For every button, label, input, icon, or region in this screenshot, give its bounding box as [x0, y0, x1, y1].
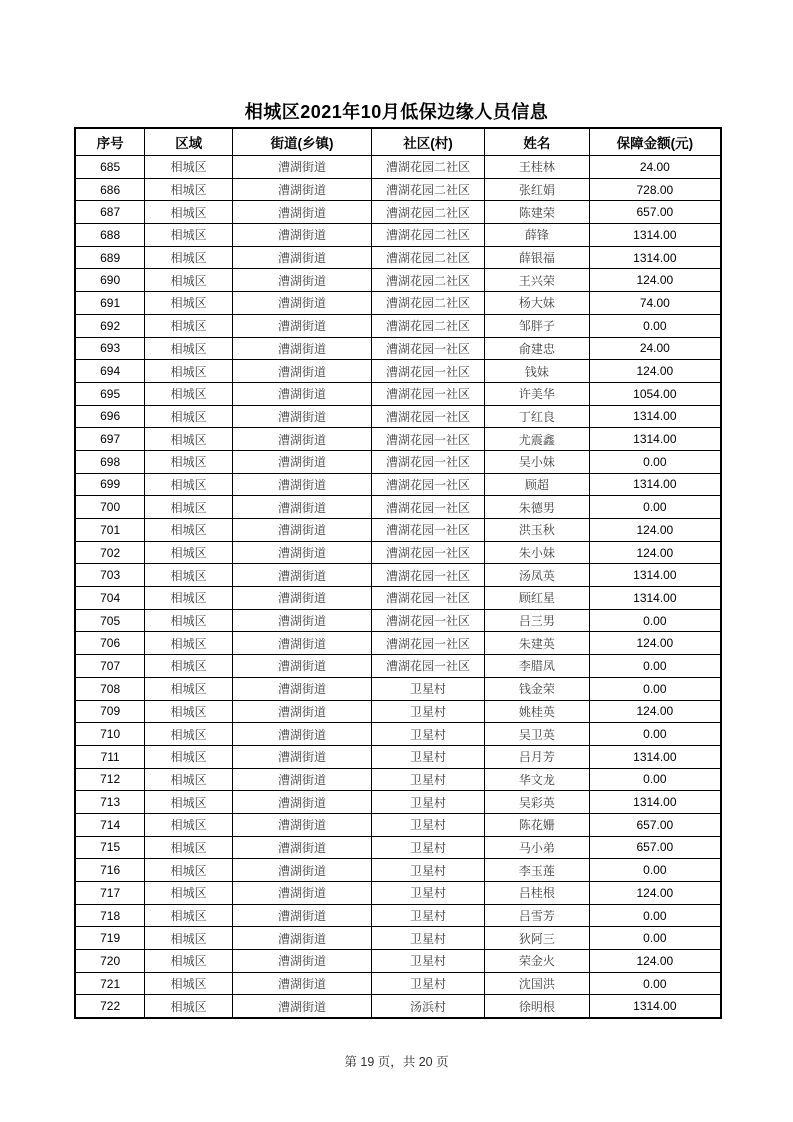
table-cell: 24.00 [589, 337, 721, 360]
table-cell: 相城区 [145, 882, 233, 905]
table-cell: 695 [75, 382, 145, 405]
table-cell: 1314.00 [589, 246, 721, 269]
table-row [75, 564, 721, 587]
table-cell: 漕湖花园一社区 [371, 496, 484, 519]
table-row [75, 224, 721, 247]
table-cell: 124.00 [589, 519, 721, 542]
table-cell: 卫星村 [371, 927, 484, 950]
table-cell: 尤震鑫 [485, 428, 590, 451]
table-cell: 汤浜村 [371, 995, 484, 1018]
table-cell: 相城区 [145, 382, 233, 405]
table-cell: 693 [75, 337, 145, 360]
table-cell: 漕湖街道 [233, 859, 372, 882]
table-cell: 漕湖街道 [233, 428, 372, 451]
table-cell: 漕湖街道 [233, 950, 372, 973]
table-cell: 漕湖花园一社区 [371, 519, 484, 542]
table-cell: 马小弟 [485, 836, 590, 859]
table-row [75, 859, 721, 882]
table-cell: 相城区 [145, 859, 233, 882]
table-cell: 漕湖花园一社区 [371, 541, 484, 564]
table-cell: 吕月芳 [485, 745, 590, 768]
table-cell: 相城区 [145, 224, 233, 247]
page-title: 相城区2021年10月低保边缘人员信息 [244, 102, 549, 122]
table-row [75, 201, 721, 224]
table-cell: 漕湖街道 [233, 995, 372, 1018]
table-cell: 卫星村 [371, 972, 484, 995]
table-cell: 漕湖街道 [233, 314, 372, 337]
table-cell: 荣金火 [485, 950, 590, 973]
table-cell: 漕湖街道 [233, 587, 372, 610]
table-cell: 漕湖街道 [233, 269, 372, 292]
table-cell: 711 [75, 745, 145, 768]
table-cell: 漕湖街道 [233, 700, 372, 723]
table-row [75, 314, 721, 337]
table-row [75, 882, 721, 905]
table-row [75, 428, 721, 451]
table-cell: 漕湖街道 [233, 836, 372, 859]
table-row [75, 292, 721, 315]
table-cell: 1314.00 [589, 224, 721, 247]
table-cell: 124.00 [589, 882, 721, 905]
table-cell: 703 [75, 564, 145, 587]
table-cell: 相城区 [145, 519, 233, 542]
table-cell: 卫星村 [371, 950, 484, 973]
table-cell: 相城区 [145, 904, 233, 927]
table-cell: 陈建荣 [485, 201, 590, 224]
table-row [75, 791, 721, 814]
table-cell: 姚桂英 [485, 700, 590, 723]
table-cell: 漕湖花园二社区 [371, 201, 484, 224]
column-header: 姓名 [485, 128, 590, 156]
table-cell: 漕湖街道 [233, 405, 372, 428]
table-cell: 700 [75, 496, 145, 519]
table-cell: 713 [75, 791, 145, 814]
table-row [75, 768, 721, 791]
table-cell: 0.00 [589, 677, 721, 700]
table-cell: 漕湖街道 [233, 972, 372, 995]
table-cell: 漕湖街道 [233, 882, 372, 905]
table-cell: 715 [75, 836, 145, 859]
table-cell: 吕雪芳 [485, 904, 590, 927]
table-cell: 124.00 [589, 541, 721, 564]
table-cell: 漕湖花园一社区 [371, 428, 484, 451]
table-cell: 漕湖街道 [233, 224, 372, 247]
table-cell: 706 [75, 632, 145, 655]
table-cell: 相城区 [145, 995, 233, 1018]
column-header: 社区(村) [371, 128, 484, 156]
table-cell: 1314.00 [589, 791, 721, 814]
table-cell: 696 [75, 405, 145, 428]
table-cell: 相城区 [145, 201, 233, 224]
table-cell: 卫星村 [371, 745, 484, 768]
table-cell: 俞建忠 [485, 337, 590, 360]
table-cell: 相城区 [145, 428, 233, 451]
table-row [75, 723, 721, 746]
table-cell: 漕湖街道 [233, 246, 372, 269]
table-row [75, 995, 721, 1018]
table-cell: 相城区 [145, 156, 233, 179]
table-row [75, 587, 721, 610]
table-row [75, 473, 721, 496]
table-cell: 相城区 [145, 768, 233, 791]
table-cell: 卫星村 [371, 882, 484, 905]
table-cell: 710 [75, 723, 145, 746]
table-cell: 许美华 [485, 382, 590, 405]
table-cell: 漕湖街道 [233, 156, 372, 179]
table-cell: 689 [75, 246, 145, 269]
table-cell: 相城区 [145, 609, 233, 632]
column-header: 序号 [75, 128, 145, 156]
table-cell: 卫星村 [371, 813, 484, 836]
table-cell: 卫星村 [371, 677, 484, 700]
table-cell: 漕湖街道 [233, 813, 372, 836]
table-row [75, 745, 721, 768]
table-row [75, 382, 721, 405]
table-cell: 漕湖街道 [233, 382, 372, 405]
table-cell: 1314.00 [589, 428, 721, 451]
table-cell: 相城区 [145, 700, 233, 723]
table-cell: 相城区 [145, 972, 233, 995]
table-cell: 卫星村 [371, 859, 484, 882]
table-cell: 华文龙 [485, 768, 590, 791]
table-cell: 1314.00 [589, 405, 721, 428]
table-cell: 728.00 [589, 178, 721, 201]
table-cell: 顾超 [485, 473, 590, 496]
table-cell: 漕湖街道 [233, 541, 372, 564]
table-cell: 690 [75, 269, 145, 292]
table-cell: 657.00 [589, 836, 721, 859]
table-cell: 王桂林 [485, 156, 590, 179]
table-cell: 相城区 [145, 496, 233, 519]
table-cell: 1314.00 [589, 564, 721, 587]
column-header: 区域 [145, 128, 233, 156]
table-cell: 朱德男 [485, 496, 590, 519]
table-cell: 洪玉秋 [485, 519, 590, 542]
table-header-row [75, 128, 721, 156]
table-cell: 薛锋 [485, 224, 590, 247]
table-row [75, 609, 721, 632]
table-row [75, 156, 721, 179]
table-cell: 钱金荣 [485, 677, 590, 700]
table-cell: 相城区 [145, 655, 233, 678]
table-cell: 相城区 [145, 246, 233, 269]
table-cell: 1314.00 [589, 587, 721, 610]
records-table [74, 127, 722, 1019]
table-cell: 漕湖花园一社区 [371, 655, 484, 678]
table-cell: 漕湖花园二社区 [371, 269, 484, 292]
table-cell: 徐明根 [485, 995, 590, 1018]
table-cell: 0.00 [589, 655, 721, 678]
table-cell: 丁红良 [485, 405, 590, 428]
table-cell: 相城区 [145, 541, 233, 564]
table-cell: 漕湖花园二社区 [371, 224, 484, 247]
table-cell: 686 [75, 178, 145, 201]
table-cell: 相城区 [145, 745, 233, 768]
table-row [75, 405, 721, 428]
table-cell: 相城区 [145, 927, 233, 950]
table-cell: 692 [75, 314, 145, 337]
table-cell: 701 [75, 519, 145, 542]
table-cell: 吴彩英 [485, 791, 590, 814]
table-row [75, 360, 721, 383]
table-cell: 707 [75, 655, 145, 678]
table-cell: 吴小妹 [485, 450, 590, 473]
table-cell: 0.00 [589, 927, 721, 950]
table-cell: 卫星村 [371, 768, 484, 791]
table-cell: 相城区 [145, 632, 233, 655]
table-cell: 王兴荣 [485, 269, 590, 292]
table-cell: 漕湖街道 [233, 473, 372, 496]
table-cell: 卫星村 [371, 904, 484, 927]
table-cell: 相城区 [145, 564, 233, 587]
table-cell: 钱妹 [485, 360, 590, 383]
table-cell: 714 [75, 813, 145, 836]
column-header: 保障金额(元) [589, 128, 721, 156]
table-cell: 699 [75, 473, 145, 496]
table-cell: 漕湖花园一社区 [371, 587, 484, 610]
table-cell: 0.00 [589, 314, 721, 337]
table-cell: 721 [75, 972, 145, 995]
table-cell: 717 [75, 882, 145, 905]
table-cell: 685 [75, 156, 145, 179]
table-cell: 漕湖花园二社区 [371, 156, 484, 179]
table-cell: 漕湖花园一社区 [371, 450, 484, 473]
table-cell: 相城区 [145, 950, 233, 973]
table-cell: 704 [75, 587, 145, 610]
table-cell: 718 [75, 904, 145, 927]
table-cell: 相城区 [145, 473, 233, 496]
table-cell: 0.00 [589, 496, 721, 519]
table-cell: 漕湖花园二社区 [371, 292, 484, 315]
table-row [75, 813, 721, 836]
table-cell: 漕湖街道 [233, 632, 372, 655]
table-cell: 卫星村 [371, 723, 484, 746]
table-cell: 漕湖花园二社区 [371, 246, 484, 269]
table-cell: 相城区 [145, 337, 233, 360]
table-cell: 705 [75, 609, 145, 632]
table-cell: 719 [75, 927, 145, 950]
table-cell: 吕桂根 [485, 882, 590, 905]
table-cell: 漕湖街道 [233, 904, 372, 927]
column-header: 街道(乡镇) [233, 128, 372, 156]
table-cell: 相城区 [145, 178, 233, 201]
table-cell: 相城区 [145, 813, 233, 836]
table-cell: 0.00 [589, 972, 721, 995]
table-row [75, 836, 721, 859]
table-cell: 702 [75, 541, 145, 564]
table-cell: 1054.00 [589, 382, 721, 405]
table-cell: 0.00 [589, 859, 721, 882]
table-cell: 1314.00 [589, 745, 721, 768]
table-cell: 相城区 [145, 791, 233, 814]
table-cell: 708 [75, 677, 145, 700]
table-cell: 卫星村 [371, 700, 484, 723]
table-cell: 漕湖花园一社区 [371, 609, 484, 632]
table-cell: 657.00 [589, 813, 721, 836]
table-cell: 0.00 [589, 609, 721, 632]
table-cell: 漕湖街道 [233, 337, 372, 360]
table-cell: 712 [75, 768, 145, 791]
table-row [75, 972, 721, 995]
table-row [75, 632, 721, 655]
table-cell: 张红娟 [485, 178, 590, 201]
table-cell: 漕湖街道 [233, 178, 372, 201]
table-row [75, 246, 721, 269]
table-cell: 720 [75, 950, 145, 973]
table-cell: 相城区 [145, 723, 233, 746]
table-cell: 漕湖花园一社区 [371, 564, 484, 587]
table-cell: 邹胖子 [485, 314, 590, 337]
table-cell: 相城区 [145, 836, 233, 859]
table-cell: 漕湖街道 [233, 201, 372, 224]
table-cell: 相城区 [145, 587, 233, 610]
table-cell: 124.00 [589, 269, 721, 292]
table-cell: 687 [75, 201, 145, 224]
records-table-container [74, 127, 722, 1019]
table-cell: 0.00 [589, 904, 721, 927]
table-cell: 朱小妹 [485, 541, 590, 564]
table-cell: 吴卫英 [485, 723, 590, 746]
table-cell: 朱建英 [485, 632, 590, 655]
table-cell: 卫星村 [371, 836, 484, 859]
table-row [75, 269, 721, 292]
table-cell: 狄阿三 [485, 927, 590, 950]
table-row [75, 178, 721, 201]
table-row [75, 496, 721, 519]
table-cell: 漕湖街道 [233, 496, 372, 519]
table-cell: 698 [75, 450, 145, 473]
table-cell: 1314.00 [589, 473, 721, 496]
table-row [75, 655, 721, 678]
table-row [75, 519, 721, 542]
table-cell: 1314.00 [589, 995, 721, 1018]
table-cell: 漕湖花园一社区 [371, 382, 484, 405]
table-cell: 漕湖街道 [233, 723, 372, 746]
table-cell: 74.00 [589, 292, 721, 315]
table-cell: 0.00 [589, 450, 721, 473]
table-cell: 0.00 [589, 768, 721, 791]
table-row [75, 927, 721, 950]
table-row [75, 677, 721, 700]
table-cell: 漕湖街道 [233, 292, 372, 315]
table-cell: 漕湖街道 [233, 791, 372, 814]
table-cell: 漕湖花园二社区 [371, 178, 484, 201]
table-cell: 相城区 [145, 677, 233, 700]
page-footer: 第 19 页，共 20 页 [344, 1055, 449, 1069]
table-cell: 漕湖花园一社区 [371, 360, 484, 383]
table-cell: 吕三男 [485, 609, 590, 632]
table-cell: 相城区 [145, 314, 233, 337]
table-cell: 漕湖花园二社区 [371, 314, 484, 337]
table-cell: 694 [75, 360, 145, 383]
table-cell: 漕湖街道 [233, 519, 372, 542]
table-cell: 漕湖花园一社区 [371, 632, 484, 655]
table-row [75, 904, 721, 927]
table-cell: 722 [75, 995, 145, 1018]
table-cell: 漕湖街道 [233, 360, 372, 383]
table-cell: 漕湖街道 [233, 745, 372, 768]
table-cell: 709 [75, 700, 145, 723]
table-cell: 24.00 [589, 156, 721, 179]
table-cell: 杨大妹 [485, 292, 590, 315]
table-cell: 漕湖街道 [233, 609, 372, 632]
table-cell: 相城区 [145, 405, 233, 428]
table-body [75, 156, 721, 1019]
table-cell: 漕湖花园一社区 [371, 473, 484, 496]
table-cell: 716 [75, 859, 145, 882]
table-cell: 691 [75, 292, 145, 315]
table-cell: 漕湖花园一社区 [371, 337, 484, 360]
table-cell: 124.00 [589, 700, 721, 723]
table-cell: 697 [75, 428, 145, 451]
table-cell: 相城区 [145, 292, 233, 315]
table-row [75, 337, 721, 360]
table-cell: 相城区 [145, 269, 233, 292]
table-cell: 汤凤英 [485, 564, 590, 587]
table-cell: 124.00 [589, 950, 721, 973]
table-cell: 657.00 [589, 201, 721, 224]
table-row [75, 700, 721, 723]
table-cell: 688 [75, 224, 145, 247]
table-cell: 卫星村 [371, 791, 484, 814]
table-cell: 漕湖街道 [233, 677, 372, 700]
table-row [75, 450, 721, 473]
table-cell: 漕湖街道 [233, 450, 372, 473]
table-cell: 124.00 [589, 632, 721, 655]
table-cell: 漕湖街道 [233, 927, 372, 950]
table-cell: 漕湖街道 [233, 564, 372, 587]
table-cell: 陈花姗 [485, 813, 590, 836]
table-cell: 薛银福 [485, 246, 590, 269]
table-cell: 漕湖街道 [233, 655, 372, 678]
table-cell: 顾红星 [485, 587, 590, 610]
table-cell: 相城区 [145, 450, 233, 473]
table-cell: 0.00 [589, 723, 721, 746]
table-cell: 李腊凤 [485, 655, 590, 678]
table-cell: 相城区 [145, 360, 233, 383]
table-cell: 沈国洪 [485, 972, 590, 995]
table-cell: 李玉莲 [485, 859, 590, 882]
table-row [75, 541, 721, 564]
table-cell: 漕湖花园一社区 [371, 405, 484, 428]
table-cell: 124.00 [589, 360, 721, 383]
table-cell: 漕湖街道 [233, 768, 372, 791]
table-row [75, 950, 721, 973]
